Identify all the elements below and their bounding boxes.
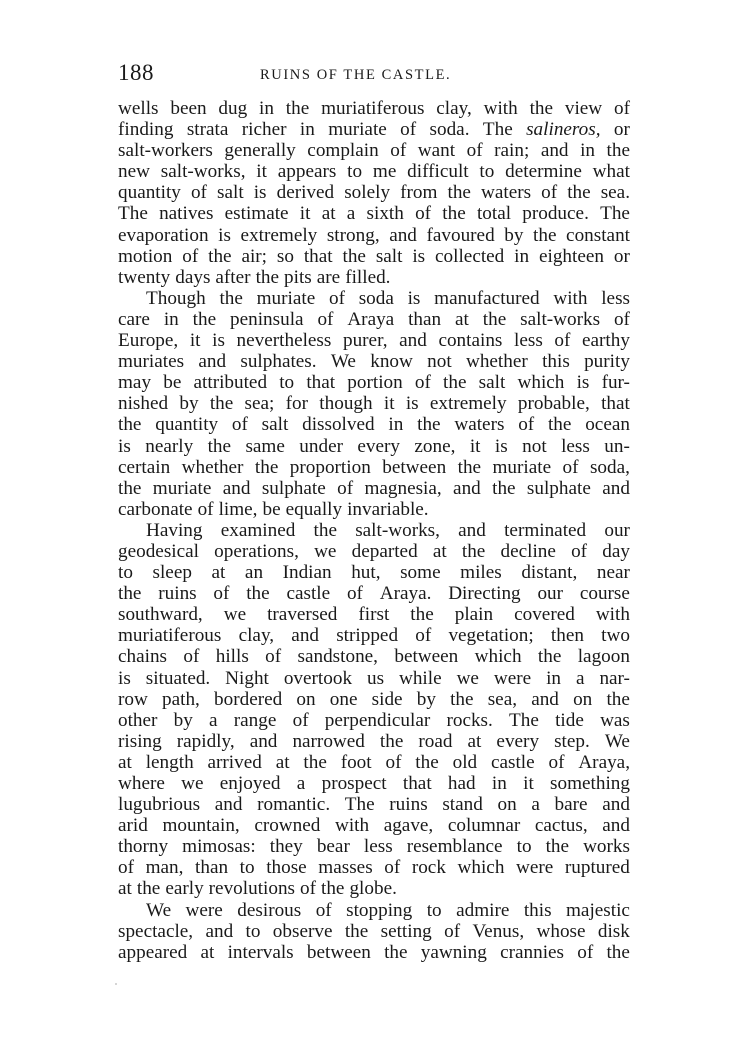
text-line: chains of hills of sandstone, between which the lagoon bbox=[118, 646, 630, 668]
text-line: thorny mimosas: they bear less resemblance to the works bbox=[118, 836, 630, 858]
text-line: We were desirous of stopping to admire this majestic bbox=[146, 899, 630, 921]
text-line: evaporation is extremely strong, and favoured by the constant bbox=[118, 224, 630, 246]
text-line: may be attributed to that portion of the salt which is fur- bbox=[118, 372, 630, 394]
body-text bbox=[118, 98, 630, 963]
page-number: 188 bbox=[118, 60, 154, 85]
text-line: Though the muriate of soda is manufactured with less bbox=[146, 287, 630, 309]
text-line: geodesical operations, we departed at the decline of day bbox=[118, 540, 630, 562]
text-line: finding strata richer in muriate of soda. The salineros, or bbox=[118, 119, 630, 141]
text-line: muriatiferous clay, and stripped of vegetation; then two bbox=[118, 625, 630, 647]
text-line: motion of the air; so that the salt is collected in eighteen or bbox=[118, 245, 630, 267]
text-line: muriates and sulphates. We know not whether this purity bbox=[118, 351, 630, 373]
text-line: carbonate of lime, be equally invariable. bbox=[118, 498, 429, 520]
text-line: rising rapidly, and narrowed the road at every step. We bbox=[118, 730, 630, 752]
text-line: at length arrived at the foot of the old castle of Araya, bbox=[118, 751, 630, 773]
text-line: spectacle, and to observe the setting of Venus, whose disk bbox=[118, 920, 630, 942]
text-line: certain whether the proportion between the muriate of soda, bbox=[118, 456, 630, 478]
text-line: other by a range of perpendicular rocks. The tide was bbox=[118, 709, 630, 731]
text-line: the muriate and sulphate of magnesia, and the sulphate and bbox=[118, 477, 630, 499]
text-line: to sleep at an Indian hut, some miles distant, near bbox=[118, 562, 630, 584]
text-line: twenty days after the pits are filled. bbox=[118, 266, 391, 288]
text-line: lugubrious and romantic. The ruins stand on a bare and bbox=[118, 794, 630, 816]
text-line: nished by the sea; for though it is extremely probable, that bbox=[118, 393, 630, 415]
text-line: new salt-works, it appears to me difficult to determine what bbox=[118, 161, 630, 183]
text-line: where we enjoyed a prospect that had in it something bbox=[118, 773, 630, 794]
text-line: row path, bordered on one side by the sea, and on the bbox=[118, 688, 630, 710]
text-line: salt-workers generally complain of want of rain; and in the bbox=[118, 140, 630, 162]
text-line: the quantity of salt dissolved in the waters of the ocean bbox=[118, 414, 630, 436]
text-line: of man, than to those masses of rock which were ruptured bbox=[118, 857, 630, 879]
text-line: at the early revolutions of the globe. bbox=[118, 878, 397, 900]
text-line: Having examined the salt-works, and terminated our bbox=[146, 519, 630, 541]
text-line: the ruins of the castle of Araya. Directing our course bbox=[118, 583, 630, 605]
text-line: quantity of salt is derived solely from the waters of the sea. bbox=[118, 182, 630, 204]
text-line: Europe, it is nevertheless purer, and contains less of earthy bbox=[118, 330, 630, 352]
text-line: arid mountain, crowned with agave, columnar cactus, and bbox=[118, 815, 630, 837]
text-line: southward, we traversed first the plain covered with bbox=[118, 604, 630, 626]
running-head: RUINS OF THE CASTLE. bbox=[260, 67, 452, 83]
text-line: appeared at intervals between the yawning crannies of the bbox=[118, 941, 630, 963]
page-header bbox=[118, 58, 630, 88]
text-line: wells been dug in the muriatiferous clay, with the view of bbox=[118, 98, 630, 119]
text-line: is nearly the same under every zone, it is not less un- bbox=[118, 435, 630, 457]
text-line: care in the peninsula of Araya than at the salt-works of bbox=[118, 308, 630, 330]
text-line: is situated. Night overtook us while we were in a nar- bbox=[118, 667, 630, 689]
paper-speck bbox=[115, 983, 117, 985]
text-line: The natives estimate it at a sixth of the total produce. The bbox=[118, 203, 630, 225]
